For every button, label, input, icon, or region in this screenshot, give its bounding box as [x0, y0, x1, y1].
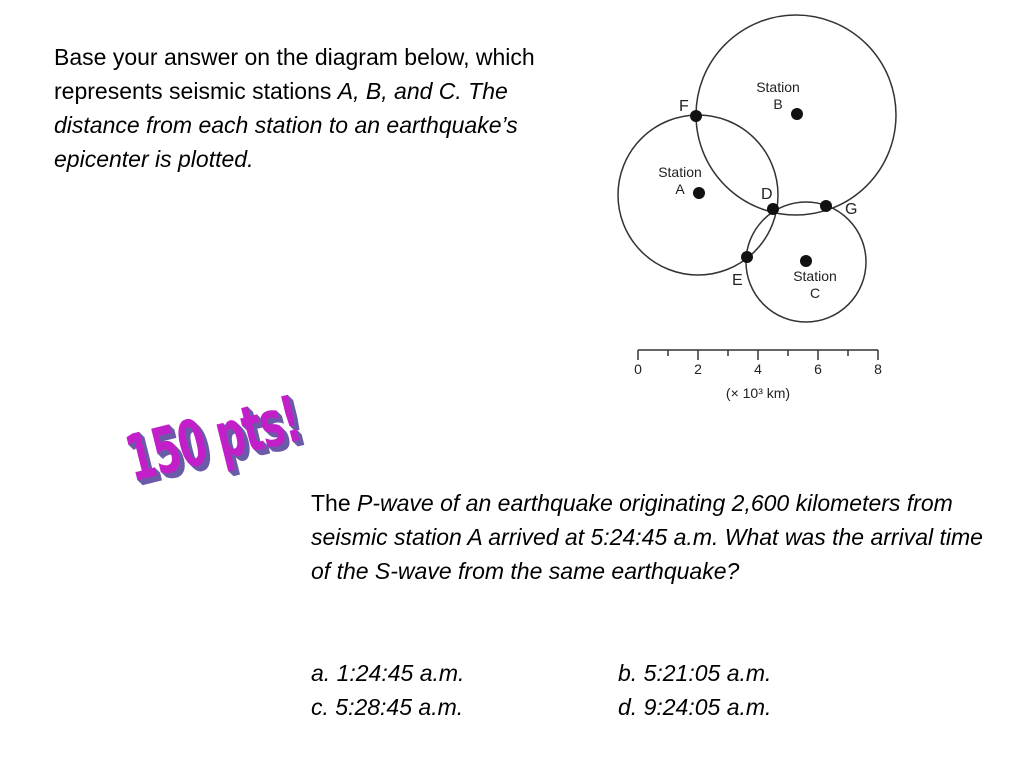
question-body: P-wave of an earthquake originating 2,600 kilometers from seismic station A arrived at 5:24:45 a.m. What was the arrival time of the S-wave from the same earthquake? — [311, 490, 983, 584]
question-lead: The — [311, 490, 358, 516]
point-g-dot — [820, 200, 832, 212]
station-a-dot — [693, 187, 705, 199]
intro-text-plain: Base your answer on the diagram below, which represents seismic stations — [54, 44, 535, 104]
points-badge: 150 pts! — [118, 382, 308, 497]
distance-scale — [638, 350, 878, 360]
station-a-letter: A — [675, 181, 685, 197]
answer-a[interactable]: a. 1:24:45 a.m. — [311, 660, 465, 686]
answer-b[interactable]: b. 5:21:05 a.m. — [618, 660, 772, 686]
point-f-dot — [690, 110, 702, 122]
station-a-label: Station — [658, 164, 702, 180]
answer-row — [311, 656, 925, 690]
station-c-label: Station — [793, 268, 837, 284]
scale-tick-4: 4 — [754, 361, 762, 377]
scale-tick-0: 0 — [634, 361, 642, 377]
station-c-dot — [800, 255, 812, 267]
scale-tick-8: 8 — [874, 361, 882, 377]
point-e-label: E — [732, 272, 743, 289]
station-b-label: Station — [756, 79, 800, 95]
point-e-dot — [741, 251, 753, 263]
intro-text — [54, 40, 594, 176]
answer-d[interactable]: d. 9:24:05 a.m. — [618, 694, 772, 720]
point-d-label: D — [761, 186, 773, 203]
point-f-label: F — [679, 98, 689, 115]
point-d-dot — [767, 203, 779, 215]
station-b-dot — [791, 108, 803, 120]
seismic-diagram — [600, 8, 900, 418]
scale-tick-2: 2 — [694, 361, 702, 377]
answer-choices — [311, 656, 925, 724]
station-b-letter: B — [773, 96, 783, 112]
answer-row — [311, 690, 925, 724]
scale-tick-6: 6 — [814, 361, 822, 377]
station-c-letter: C — [809, 285, 821, 301]
answer-c[interactable]: c. 5:28:45 a.m. — [311, 694, 464, 720]
point-g-label: G — [845, 201, 858, 218]
question-text — [311, 486, 991, 588]
scale-unit-label: (× 10³ km) — [725, 385, 791, 401]
intro-text-italic: A, B, and C. The distance from each station to an earthquake’s epicenter is plotted. — [54, 78, 518, 172]
